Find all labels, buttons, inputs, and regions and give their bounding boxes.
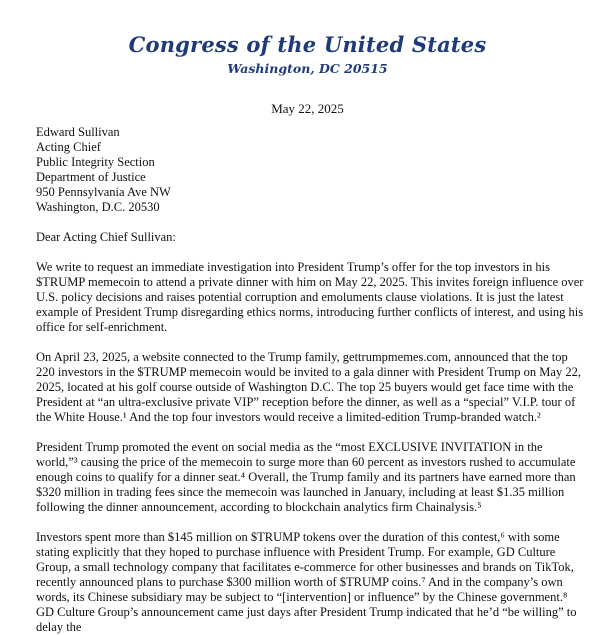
letterhead [0, 0, 615, 77]
recipient-address [36, 125, 584, 215]
paragraph-3: President Trump promoted the event on social media as the “most EXCLUSIVE INVITATION in the world,”³ causing the price of the memecoin to surge more than 60 percent as investors rushed to accumulate enough coins to qualify for a dinner seat.⁴ Overall, the Trump family and its partners have earned more than $320 million in trading fees since the memecoin was launched in January, including at least $1.35 million following the dinner announcement, according to blockchain analytics firm Chainalysis.⁵ [36, 440, 576, 514]
letterhead-subtitle: Washington, DC 20515 [227, 61, 388, 76]
address-line-city: Washington, D.C. 20530 [36, 200, 160, 214]
paragraph-2: On April 23, 2025, a website connected to the Trump family, gettrumpmemes.com, announced that the top 220 investors in the $TRUMP memecoin would be invited to a gala dinner with President Trump on May 22, 2025, located at his golf course outside of Washington D.C. The top 25 buyers would get face time with the President at “an ultra-exclusive private VIP” reception before the dinner, as well as a “special” V.I.P. tour of the White House.¹ And the top four investors would receive a limited-edition Trump-branded watch.² [36, 350, 581, 424]
address-line-department: Department of Justice [36, 170, 146, 184]
salutation: Dear Acting Chief Sullivan: [36, 230, 176, 244]
letterhead-title: Congress of the United States [128, 32, 487, 57]
letter-date: May 22, 2025 [271, 101, 344, 116]
paragraph-4: Investors spent more than $145 million on $TRUMP tokens over the duration of this contest,⁶ with some stating explicitly that they hoped to purchase influence with President Trump. For example, GD Culture Group, a small technology company that facilitates e-commerce for other businesses and brands on TikTok, recently announced plans to purchase $300 million worth of $TRUMP coins.⁷ And in the company’s own words, its Chinese subsidiary may be subject to “[intervention] or influence” by the Chinese government.⁸ GD Culture Group’s announcement came just days after President Trump indicated that he’d “be willing” to delay the [36, 530, 577, 634]
address-line-section: Public Integrity Section [36, 155, 155, 169]
paragraph-1: We write to request an immediate investigation into President Trump’s offer for the top investors in his $TRUMP memecoin to attend a private dinner with him on May 22, 2025. This invites foreign influence over U.S. policy decisions and raises potential corruption and emoluments clause violations. It is just the latest example of President Trump disregarding ethics norms, introducing further conflicts of interest, and using his office for self-enrichment. [36, 260, 584, 334]
address-line-street: 950 Pennsylvania Ave NW [36, 185, 171, 199]
address-line-title: Acting Chief [36, 140, 101, 154]
letter-body [36, 125, 584, 635]
address-line-name: Edward Sullivan [36, 125, 120, 139]
